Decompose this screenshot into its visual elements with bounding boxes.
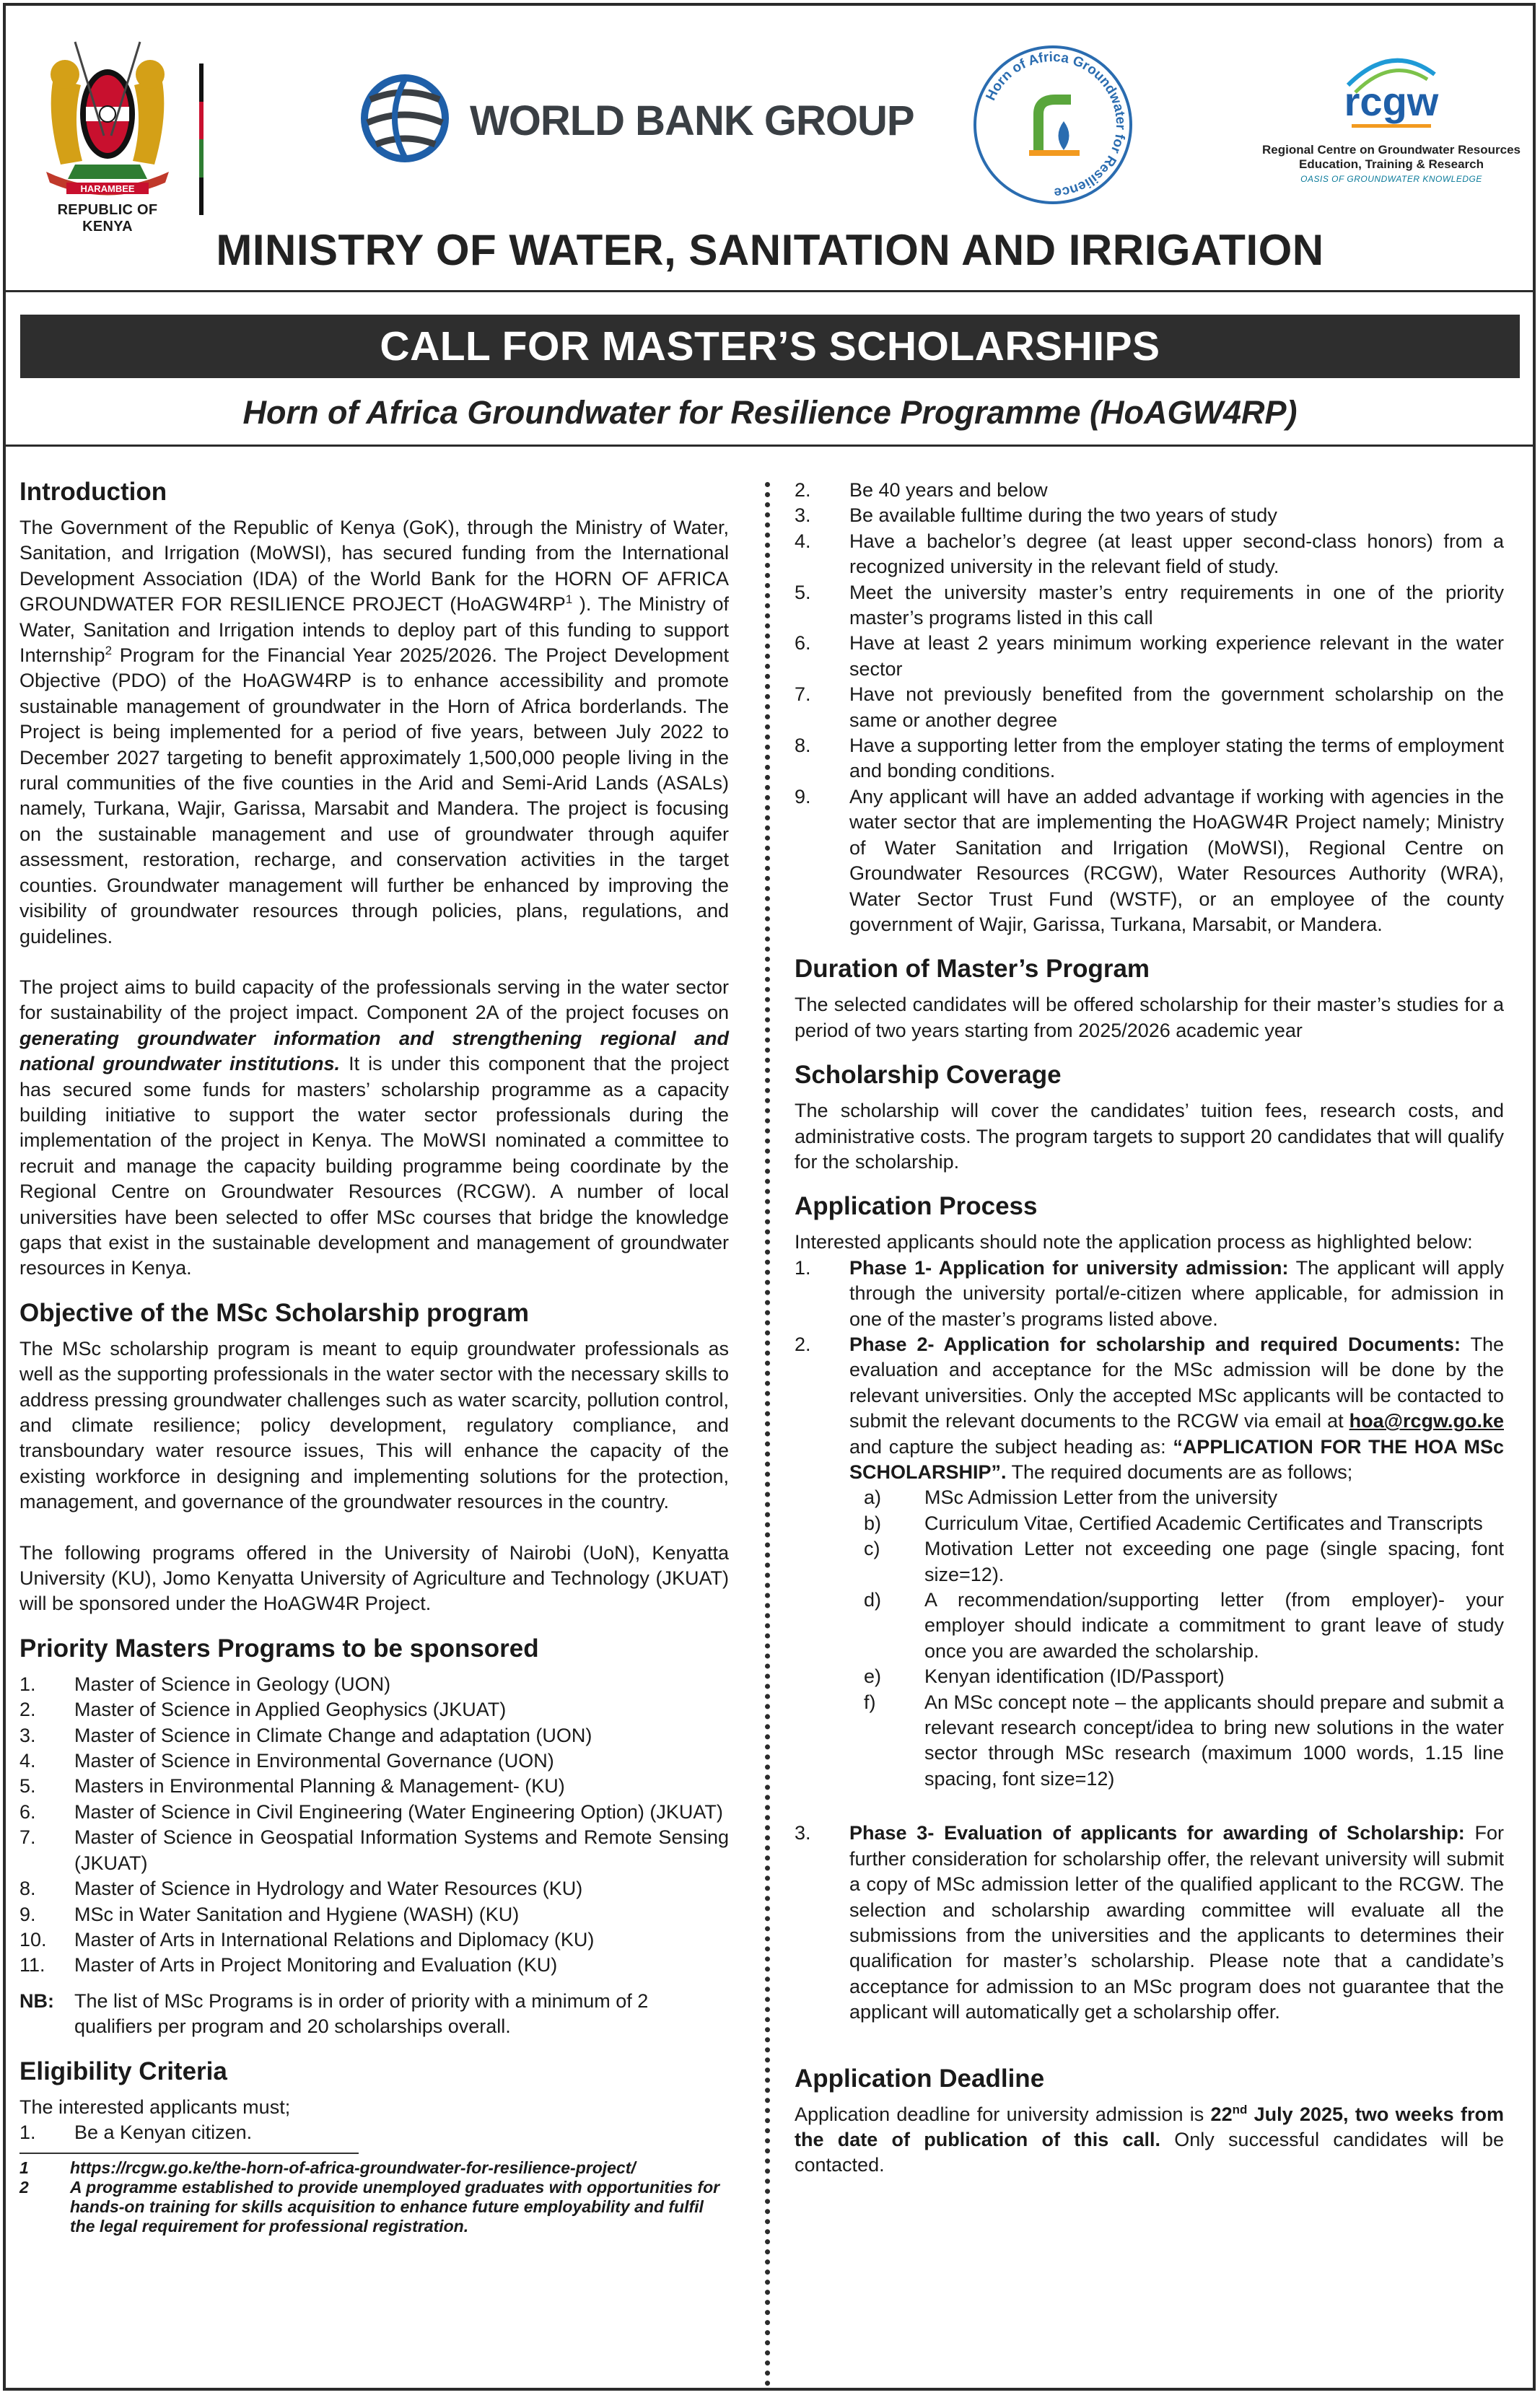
right-column	[795, 478, 1504, 2179]
ministry-title: MINISTRY OF WATER, SANITATION AND IRRIGATION	[216, 226, 1324, 274]
list-item: b) Curriculum Vitae, Certified Academic Certificates and Transcripts	[864, 1512, 1483, 1534]
phase-2: 2. Phase 2- Application for scholarship and required Documents: The evaluation and acceptance for the MSc admission will be done by the relevant universities. Only the accepted MSc applicants will be contacted to submit the relevant documents to the RCGW via email at hoa@rcgw.go.ke and capture the subject heading as: “APPLICATION FOR THE HOA MSc SCHOLARSHIP”. The required documents are as follows; a) MSc Admission Letter from the university b) Curriculum Vitae, Certified Academic Certificates and Transcripts c) Motivation Letter not exceeding one page (single spacing, font size=12). d) A recommendation/supporting letter (from employer)- your employer should indicate a commitment to grant leave of study once you are awarded the scholarship. e) Kenyan identification (ID/Passport) f) An MSc concept note – the applicants should prepare and submit a relevant research concept/idea to bring new solutions in the water sector through MSc research (maximum 1000 words, 1.15 line spacing, font size=12)	[795, 1332, 1504, 1792]
required-documents-list	[849, 1485, 1504, 1792]
coat-of-arms-icon	[32, 35, 183, 201]
list-item: 2. Be 40 years and below	[795, 479, 1048, 501]
objective-heading: Objective of the MSc Scholarship program	[19, 1298, 529, 1327]
list-item: 1. Be a Kenyan citizen.	[19, 2121, 253, 2143]
list-item: d) A recommendation/supporting letter (from employer)- your employer should indicate a commitment to grant leave of study once you are awarded the scholarship.	[864, 1589, 1504, 1662]
world-bank-logo	[356, 71, 914, 165]
priority-heading: Priority Masters Programs to be sponsored	[19, 1634, 539, 1663]
list-item: 10. Master of Arts in International Relations and Diplomacy (KU)	[19, 1928, 595, 1950]
coverage-heading: Scholarship Coverage	[795, 1061, 1062, 1090]
process-intro: Interested applicants should note the application process as highlighted below:	[795, 1231, 1473, 1253]
call-title: CALL FOR MASTER’S SCHOLARSHIPS	[380, 323, 1160, 369]
duration-text: The selected candidates will be offered scholarship for their master’s studies for a period of two years starting from 2025/2026 academic year	[795, 994, 1504, 1041]
list-item: 4. Master of Science in Environmental Governance (UON)	[19, 1750, 554, 1772]
svg-text:rcgw: rcgw	[1344, 79, 1439, 124]
list-item: a) MSc Admission Letter from the university	[864, 1487, 1278, 1509]
list-item: 9. Any applicant will have an added advantage if working with agencies in the water sector that are implementing the HoAGW4R Project namely; Ministry of Water Sanitation and Irrigation (MoWSI), Regional Centre on Groundwater Resources (RCGW), Water Resources Authority (WRA), Water Sector Trust Fund (WSTF), or an employee of the county government of Wajir, Garissa, Turkana, Marsabit, or Mandera.	[795, 785, 1504, 935]
coverage-text: The scholarship will cover the candidates’ tuition fees, research costs, and administrative costs. The program targets to support 20 candidates that will qualify for the scholarship.	[795, 1100, 1504, 1173]
list-item: 8. Master of Science in Hydrology and Water Resources (KU)	[19, 1878, 583, 1900]
introduction-paragraph-2: The project aims to build capacity of the professionals serving in the water sector for sustainability of the project impact. Component 2A of the project focuses on generating groundwater information and strengthening regional and national groundwater institutions. It is under this component that the project has secured some funds for masters’ scholarship programme as a capacity building initiative to support the water sector professionals during the implementation of the project in Kenya. The MoWSI nominated a committee to recruit and manage the capacity building programme being coordinate by the Regional Centre on Groundwater Resources (RCGW). A number of local universities have been selected to offer MSc courses that bridge the knowledge gaps that exist in the sustainable development and management of groundwater resources in Kenya.	[19, 976, 729, 1279]
list-item: 8. Have a supporting letter from the employer stating the terms of employment and bonding conditions.	[795, 735, 1504, 782]
subtitle-rule	[6, 445, 1534, 447]
kenya-coat-of-arms	[32, 35, 191, 235]
list-item: 3. Be available fulltime during the two years of study	[795, 504, 1277, 527]
list-item: 2. Master of Science in Applied Geophysics (JKUAT)	[19, 1699, 507, 1721]
eligibility-list-part-2	[795, 478, 1504, 937]
deadline-heading: Application Deadline	[795, 2064, 1045, 2093]
header-rule	[6, 290, 1534, 292]
list-item: 6. Master of Science in Civil Engineering (Water Engineering Option) (JKUAT)	[19, 1800, 723, 1823]
svg-text:Horn of Africa Groundwater for: Horn of Africa Groundwater for Resilience	[983, 49, 1129, 201]
hoa-badge-icon	[970, 42, 1136, 208]
rcgw-mark-icon	[1254, 35, 1528, 143]
call-banner	[20, 315, 1520, 378]
footnote-1: 1 https://rcgw.go.ke/the-horn-of-africa-groundwater-for-resilience-project/	[19, 2158, 636, 2178]
introduction-heading: Introduction	[19, 478, 167, 506]
list-item: 11. Master of Arts in Project Monitoring and Evaluation (KU)	[19, 1954, 558, 1976]
world-bank-wordmark: WORLD BANK GROUP	[470, 97, 914, 144]
list-item: 7. Master of Science in Geospatial Information Systems and Remote Sensing (JKUAT)	[19, 1826, 729, 1874]
rcgw-tagline: OASIS OF GROUNDWATER KNOWLEDGE	[1300, 174, 1482, 184]
list-item: f) An MSc concept note – the applicants should prepare and submit a relevant research concept/idea to bring new solutions in the water sector through MSc research (maximum 1000 words, 1.15 line spacing, font size=12)	[864, 1691, 1504, 1790]
list-item: 5. Masters in Environmental Planning & Management- (KU)	[19, 1775, 565, 1798]
objective-paragraph-1: The MSc scholarship program is meant to equip groundwater professionals as well as the supporting professionals in the water sector with the necessary skills to address pressing groundwater challenges such as water scarcity, pollution control, and climate resilience; policy development, regulatory compliance, and transboundary water resource issues, This will enhance the capacity of the existing workforce in designing and implementing solutions for the protection, management, and governance of the groundwater resources in the country.	[19, 1337, 729, 1513]
list-item: 1. Master of Science in Geology (UON)	[19, 1673, 391, 1695]
duration-heading: Duration of Master’s Program	[795, 955, 1150, 984]
kenya-flag-bars	[199, 64, 204, 215]
deadline-text: Application deadline for university admission is 22nd July 2025, two weeks from the date of publication of this call. Only successful candidates will be contacted.	[795, 2102, 1504, 2176]
objective-paragraph-2: The following programs offered in the University of Nairobi (UoN), Kenyatta University (KU), Jomo Kenyatta University of Agriculture and Technology (JKUAT) will be sponsored under the HoAGW4R Project.	[19, 1541, 729, 1615]
footnote-2: 2 A programme established to provide unemployed graduates with opportunities for hands-on training for skills acquisition to enhance future employability and fulfil the legal requirement for professional registration.	[19, 2178, 720, 2236]
nb-note: NB: The list of MSc Programs is in order of priority with a minimum of 2 qualifiers per program and 20 scholarships overall.	[19, 1989, 649, 2038]
list-item: 9. MSc in Water Sanitation and Hygiene (WASH) (KU)	[19, 1903, 520, 1925]
list-item: c) Motivation Letter not exceeding one page (single spacing, font size=12).	[864, 1538, 1504, 1585]
priority-programs-list	[19, 1672, 729, 1979]
hoa-programme-badge	[970, 42, 1136, 208]
rcgw-caption: Regional Centre on Groundwater Resources Education, Training & Research	[1261, 143, 1521, 171]
email-link[interactable]: hoa@rcgw.go.ke	[1349, 1410, 1504, 1432]
column-divider	[765, 482, 770, 2387]
phase-1: 1. Phase 1- Application for university admission: The applicant will apply through the university portal/e-citizen where applicable, for admission in one of the master’s programs listed above.	[795, 1256, 1504, 1330]
list-item: 3. Master of Science in Climate Change and adaptation (UON)	[19, 1724, 592, 1746]
svg-text:HARAMBEE: HARAMBEE	[80, 183, 135, 194]
introduction-paragraph-1: The Government of the Republic of Kenya (GoK), through the Ministry of Water, Sanitation, and Irrigation (MoWSI), has secured funding from the International Development Association (IDA) of the World Bank for the HORN OF AFRICA GROUNDWATER FOR RESILIENCE PROJECT ($HoAGW4RP^1$ ). The Ministry of Water, Sanitation and Irrigation intends to deploy part of this funding to support Internship$^2$ Program for the Financial Year 2025/2026. The Project Development Objective (PDO) of the HoAGW4RP is to enhance accessibility and promote sustainable management of groundwater in the Horn of Africa borderlands. The Project is being implemented for a period of five years, between July 2022 to December 2027 targeting to benefit approximately 1,500,000 people living in the rural communities of the five counties in the Arid and Semi-Arid Lands (ASALs) namely, Turkana, Wajir, Garissa, Marsabit and Mandera. The project is focusing on the sustainable management and use of groundwater through aquifer assessment, restoration, recharge, and conservation activities in the target counties. Groundwater management will further be enhanced by improving the visibility of groundwater resources through policies, plans, regulations, and guidelines.	[19, 517, 729, 947]
phase-3: 3. Phase 3- Evaluation of applicants for awarding of Scholarship: For further consideration for scholarship offer, the relevant university will submit a copy of MSc admission letter of the qualified applicant to the RCGW. The selection and scholarship awarding committee will evaluate all the submissions from the universities and the applicants to determines their qualification for master’s scholarship. Please note that a candidate’s acceptance for admission to an MSc program does not guarantee that the applicant will automatically get a scholarship offer.	[795, 1822, 1504, 2023]
left-column	[19, 476, 729, 2236]
process-heading: Application Process	[795, 1192, 1038, 1221]
logo-row	[6, 6, 1534, 235]
rcgw-logo	[1254, 35, 1528, 208]
footnote-rule	[19, 2153, 359, 2154]
list-item: 4. Have a bachelor’s degree (at least upper second-class honors) from a recognized university in the relevant field of study.	[795, 530, 1504, 578]
eligibility-list-part-1	[19, 2120, 729, 2145]
programme-subtitle: Horn of Africa Groundwater for Resilience Programme (HoAGW4RP)	[242, 394, 1298, 431]
eligibility-intro: The interested applicants must;	[19, 2096, 291, 2118]
eligibility-heading: Eligibility Criteria	[19, 2057, 227, 2085]
list-item: e) Kenyan identification (ID/Passport)	[864, 1665, 1225, 1688]
kenya-caption: REPUBLIC OF KENYA	[57, 202, 158, 235]
list-item: 7. Have not previously benefited from the government scholarship on the same or another degree	[795, 683, 1504, 731]
world-bank-globe-icon	[356, 71, 457, 165]
list-item: 5. Meet the university master’s entry requirements in one of the priority master’s programs listed in this call	[795, 581, 1504, 629]
process-phases	[795, 1256, 1504, 2026]
list-item: 6. Have at least 2 years minimum working experience relevant in the water sector	[795, 632, 1504, 680]
